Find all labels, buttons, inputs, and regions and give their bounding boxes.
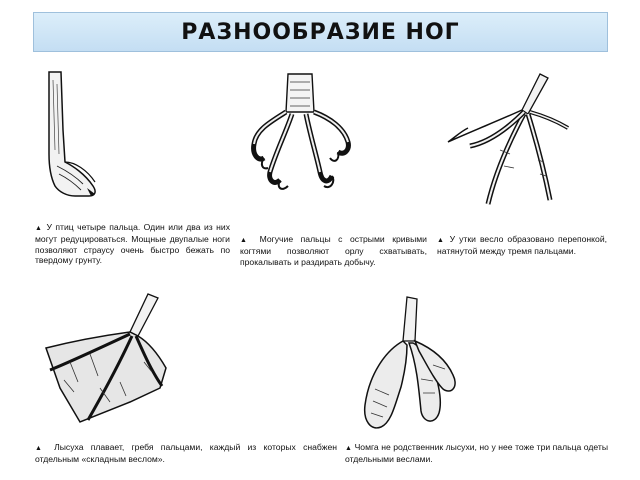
caption-grebe-text: Чомга не родственник лысухи, но у нее тоже три пальца одеты отдельными веслами. — [345, 442, 608, 465]
caption-eagle-text: Могучие пальцы с острыми кривыми когтями позволяют орлу схватывать, прокалывать и раздирать добычу. — [240, 234, 427, 267]
caption-duck — [437, 234, 607, 257]
caption-coot-text: Лысуха плавает, гребя пальцами, каждый из которых снабжен отдельным «складным веслом». — [35, 442, 337, 465]
page-title: РАЗНООБРАЗИЕ НОГ — [181, 19, 460, 45]
bullet-triangle-icon: ▲ — [437, 237, 446, 244]
bullet-triangle-icon: ▲ — [35, 445, 47, 452]
bullet-triangle-icon: ▲ — [240, 237, 253, 244]
grebe-foot-illustration — [345, 295, 465, 435]
caption-duck-text: У утки весло образовано перепонкой, натянутой между тремя пальцами. — [437, 234, 608, 257]
bullet-triangle-icon: ▲ — [345, 445, 353, 452]
title-banner — [33, 12, 608, 52]
caption-grebe — [345, 442, 608, 465]
bullet-triangle-icon: ▲ — [35, 225, 43, 232]
duck-foot-illustration — [440, 70, 580, 210]
caption-coot — [35, 442, 337, 465]
ostrich-foot-illustration — [35, 70, 105, 200]
caption-eagle — [240, 234, 427, 267]
caption-ostrich — [35, 222, 230, 266]
caption-ostrich-text: У птиц четыре пальца. Один или два из них могут редуцироваться. Мощные двупалые ноги позволяют страусу очень быстро бежать по твердому грунту. — [35, 222, 230, 266]
coot-foot-illustration — [40, 292, 175, 432]
eagle-foot-illustration — [240, 72, 360, 197]
